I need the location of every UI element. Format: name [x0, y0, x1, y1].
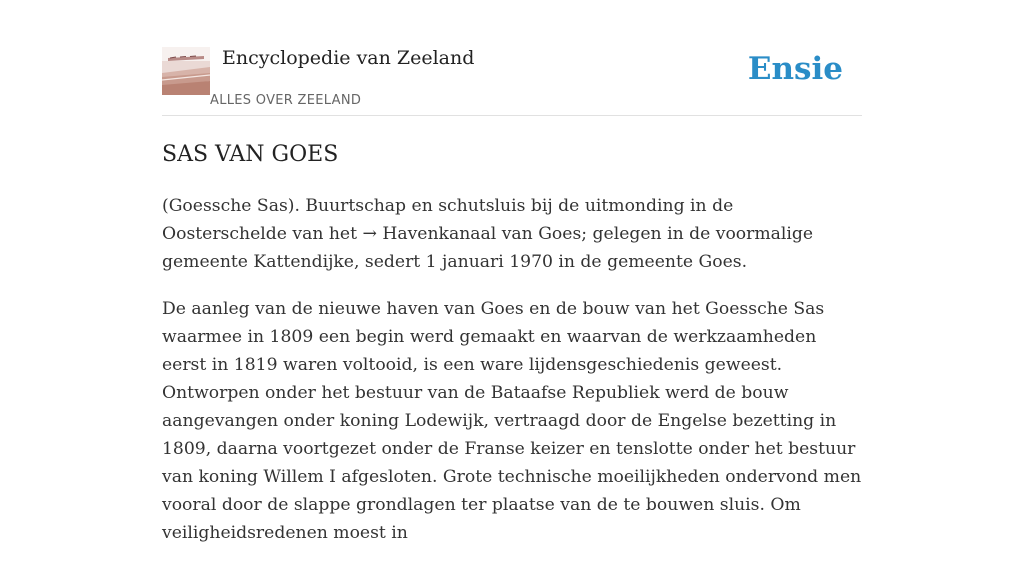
book-title[interactable]: Encyclopedie van Zeeland	[222, 47, 475, 69]
article-title: SAS VAN GOES	[162, 142, 339, 167]
header	[162, 0, 862, 116]
paragraph-2: De aanleg van de nieuwe haven van Goes en de bouw van het Goessche Sas waarmee in 1809 een begin werd gemaakt en waarvan de werkzaamheden eerst in 1819 waren voltooid, is een ware lijdensgeschiedenis geweest. Ontworpen onder het bestuur van de Bataafse Republiek werd de bouw aangevangen onder koning Lodewijk, vertraagd door de Engelse bezetting in 1809, daarna voortgezet onder de Franse keizer en tenslotte onder het bestuur van koning Willem I afgesloten. Grote technische moeilijkheden ondervond men vooral door de slappe grondlagen ter plaatse van de te bouwen sluis. Om veiligheidsredenen moest in	[162, 299, 862, 543]
book-subtitle: ALLES OVER ZEELAND	[210, 93, 362, 108]
paragraph-1-text-after-link: ; gelegen in de voormalige gemeente Kattendijke, sedert 1 januari 1970 in de gemeente Goes.	[162, 224, 814, 272]
paragraph-1	[162, 192, 862, 276]
brand-logo[interactable]: Ensie	[747, 51, 843, 87]
content-container	[162, 0, 862, 543]
havenkanaal-link[interactable]: Havenkanaal van Goes	[382, 224, 582, 244]
book-cover-image[interactable]	[162, 47, 210, 95]
paragraph-1-text-before-link: (Goessche Sas). Buurtschap en schutsluis bij de uitmonding in de Oosterschelde van het →	[162, 196, 734, 244]
article-body	[162, 192, 862, 566]
